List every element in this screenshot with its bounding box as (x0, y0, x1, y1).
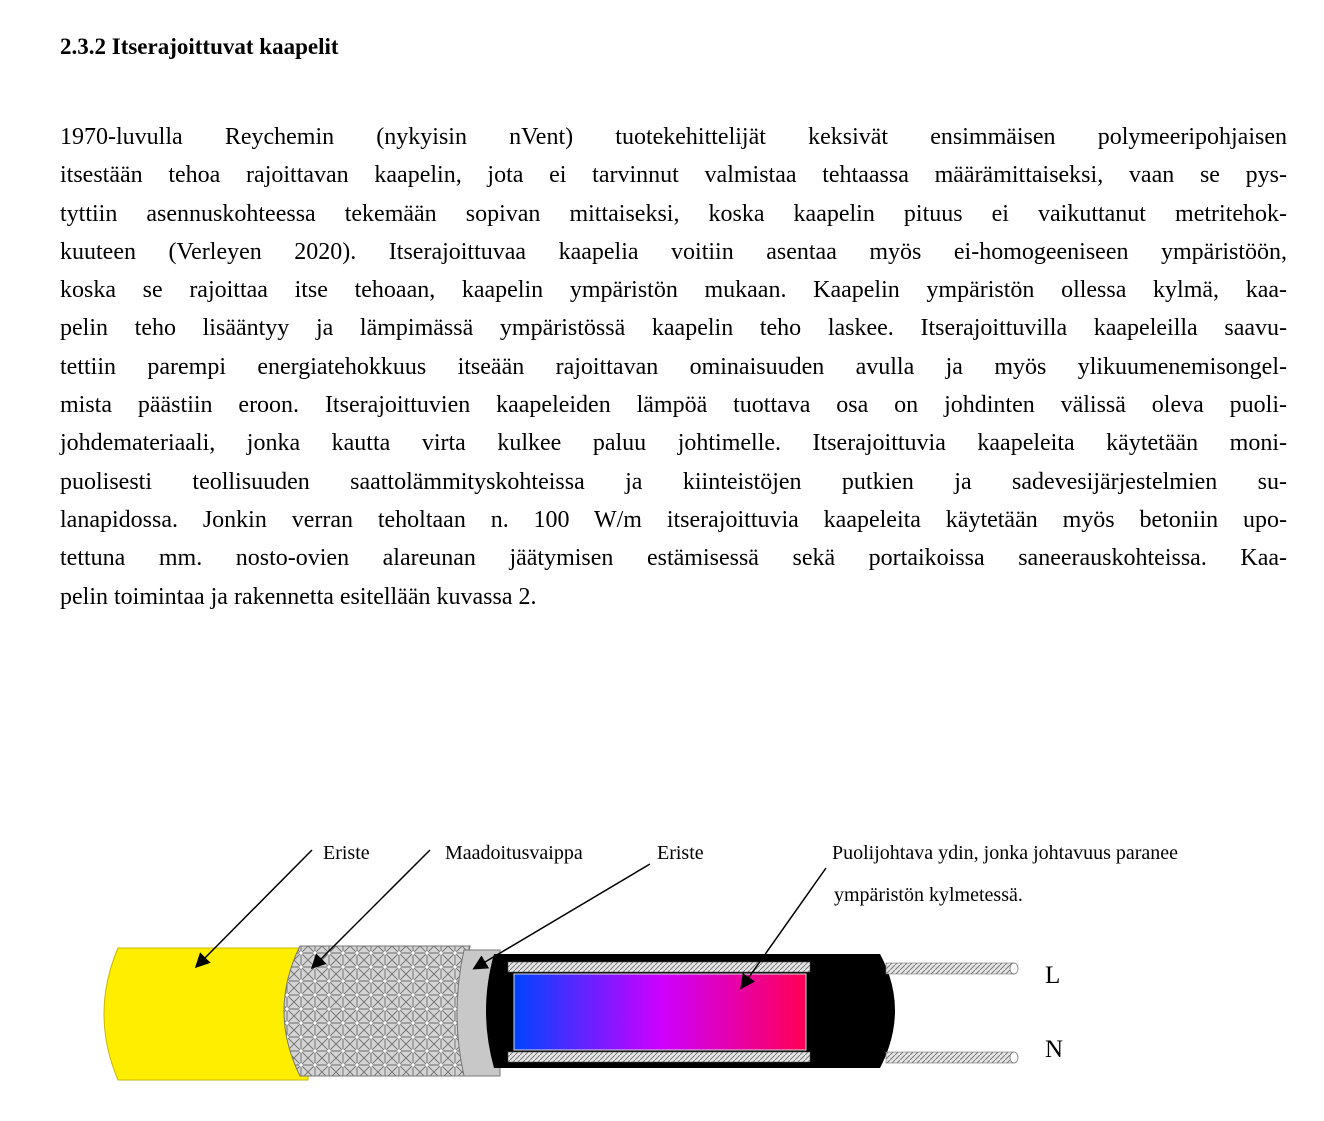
label-inner-insulation: Eriste (657, 842, 704, 864)
core-body (486, 954, 895, 1068)
paragraph-line: pelin toimintaa ja rakennetta esitellään kuvassa 2. (60, 583, 537, 610)
section-heading: 2.3.2 Itserajoittuvat kaapelit (60, 34, 339, 59)
paragraph-line: koska se rajoittaa itse tehoaan, kaapelin ympäristön mukaan. Kaapelin ympäristön ollessa kylmä, kaa- (60, 277, 1287, 304)
ground-braid (284, 946, 470, 1076)
paragraph-line: pelin teho lisääntyy ja lämpimässä ympäristössä kaapelin teho laskee. Itserajoittuvilla kaapeleilla saavu- (60, 315, 1287, 342)
label-ground-braid: Maadoitusvaippa (445, 842, 583, 864)
paragraph-line: 1970-luvulla Reychemin (nykyisin nVent) tuotekehittelijät keksivät ensimmäisen polymeeripohjaisen (60, 124, 1287, 150)
outer-jacket (104, 948, 308, 1080)
label-conductor-l: L (1045, 962, 1061, 989)
paragraph-line: lanapidossa. Jonkin verran teholtaan n. 100 W/m itserajoittuvia kaapeleita käytetään myös betoniin upo- (60, 506, 1287, 533)
paragraph-line: kuuteen (Verleyen 2020). Itserajoittuvaa kaapelia voitiin asentaa myös ei-homogeeniseen ympäristöön, (60, 238, 1287, 265)
label-core-line2: ympäristön kylmetessä. (834, 884, 1023, 906)
paragraph-line: mista päästiin eroon. Itserajoittuvien kaapeleiden lämpöä tuottava osa on johdinten välissä oleva puoli- (60, 392, 1287, 419)
paragraph-line: tettiin parempi energiatehokkuus itseään rajoittavan ominaisuuden avulla ja myös ylikuumenemisongel- (60, 353, 1287, 380)
body-paragraph (60, 118, 1287, 616)
paragraph-line: itsestään tehoa rajoittavan kaapelin, jota ei tarvinnut valmistaa tehtaassa määrämittaiseksi, vaan se pys- (60, 162, 1287, 189)
cable-figure (0, 820, 1324, 1110)
paragraph-line: puolisesti teollisuuden saattolämmityskohteissa ja kiinteistöjen putkien ja sadevesijärjestelmien su- (60, 468, 1287, 495)
label-conductor-n: N (1045, 1036, 1064, 1063)
paragraph-line: johdemateriaali, jonka kautta virta kulkee paluu johtimelle. Itserajoittuvia kaapeleita käytetään moni- (60, 430, 1287, 457)
label-core-line1: Puolijohtava ydin, jonka johtavuus paranee (832, 842, 1179, 864)
conductor-wires (886, 963, 1018, 1063)
label-outer-insulation: Eriste (323, 842, 370, 864)
paragraph-line: tettuna mm. nosto-ovien alareunan jäätymisen estämisessä sekä portaikoissa saneerauskohteissa. Kaa- (60, 545, 1287, 572)
paragraph-line: tyttiin asennuskohteessa tekemään sopivan mittaiseksi, koska kaapelin pituus ei vaikuttanut metritehok- (60, 200, 1287, 227)
